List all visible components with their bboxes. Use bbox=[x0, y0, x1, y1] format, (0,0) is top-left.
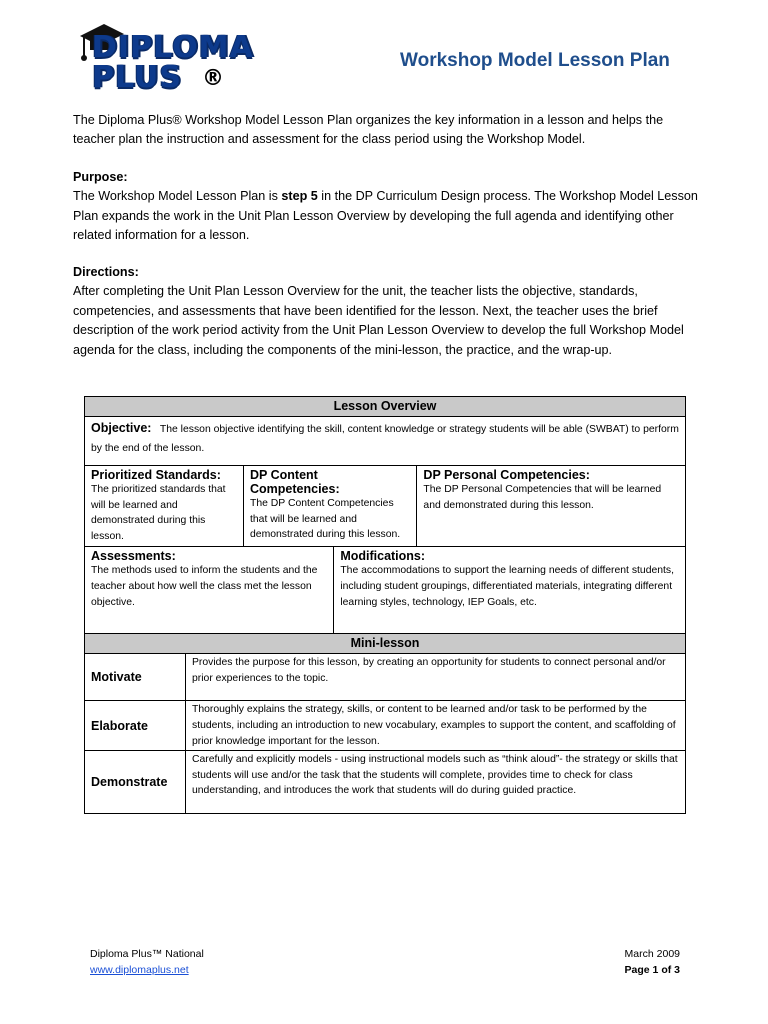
lesson-overview-band: Lesson Overview bbox=[85, 397, 686, 417]
document-title: Workshop Model Lesson Plan bbox=[400, 50, 670, 71]
purpose-text-before: The Workshop Model Lesson Plan is bbox=[73, 189, 282, 204]
objective-label: Objective: bbox=[91, 421, 152, 435]
diploma-plus-logo bbox=[78, 22, 288, 95]
motivate-label-cell bbox=[85, 654, 186, 701]
purpose-text bbox=[73, 187, 703, 245]
footer-left bbox=[90, 946, 204, 978]
content-competencies-text: The DP Content Competencies that will be learned and demonstrated during this lesson. bbox=[250, 498, 401, 541]
logo-text-diploma: DIPLOMA bbox=[92, 30, 254, 65]
modifications-label: Modifications: bbox=[340, 549, 426, 564]
elaborate-label-cell bbox=[85, 701, 186, 751]
standards-text: The prioritized standards that will be learned and demonstrated during this lesson. bbox=[91, 484, 226, 542]
motivate-text: Provides the purpose for this lesson, by creating an opportunity for students to connect personal and/or prior experiences to the topic. bbox=[186, 654, 686, 701]
intro-text: The Diploma Plus® Workshop Model Lesson Plan organizes the key information in a lesson and helps the teacher plan the instruction and assessment for the class period using the Workshop Model. bbox=[73, 113, 664, 147]
objective-cell bbox=[85, 417, 686, 466]
standards-cell bbox=[85, 466, 244, 547]
elaborate-text: Thoroughly explains the strategy, skills, or content to be learned and/or task to be performed by the students, including an introduction to new vocabulary, examples to support the content, and scaffolding of prior knowledge important for the lesson. bbox=[186, 701, 686, 751]
assessments-text: The methods used to inform the students and the teacher about how well the class met the lesson objective. bbox=[91, 565, 318, 608]
directions-heading: Directions: bbox=[73, 265, 139, 279]
footer-date: March 2009 bbox=[624, 948, 680, 960]
footer-website-link[interactable]: www.diplomaplus.net bbox=[90, 964, 189, 976]
purpose-heading: Purpose: bbox=[73, 170, 128, 184]
logo-registered-mark: ® bbox=[202, 66, 224, 91]
purpose-section bbox=[73, 168, 703, 246]
demonstrate-label: Demonstrate bbox=[91, 775, 168, 790]
content-competencies-cell bbox=[244, 466, 417, 547]
assessments-cell bbox=[85, 547, 334, 634]
lesson-plan-table bbox=[84, 396, 686, 814]
logo-text-plus: PLUS bbox=[92, 60, 183, 95]
content-competencies-label: DP Content Competencies: bbox=[250, 468, 340, 496]
objective-text: The lesson objective identifying the skill, content knowledge or strategy students will be able (SWBAT) to perform by the end of the lesson. bbox=[91, 424, 679, 454]
demonstrate-text: Carefully and explicitly models - using instructional models such as “think aloud”- the strategy or skills that students will use and/or the task that the students will complete, provides time to check for class understanding, and introduces the work that students will do during guided practice. bbox=[186, 751, 686, 814]
elaborate-label: Elaborate bbox=[91, 718, 148, 733]
standards-label: Prioritized Standards: bbox=[91, 468, 221, 482]
directions-section bbox=[73, 263, 703, 360]
modifications-text: The accommodations to support the learning needs of different students, including student groupings, differentiated materials, integrating different learning styles, technology, IEP Goals, etc. bbox=[340, 565, 674, 608]
demonstrate-label-cell bbox=[85, 751, 186, 814]
purpose-step: step 5 bbox=[281, 189, 318, 204]
footer-org: Diploma Plus™ National bbox=[90, 948, 204, 960]
intro-paragraph bbox=[73, 111, 703, 150]
purpose-text-after: in the DP Curriculum Design process. The Workshop Model Lesson Plan expands the work in the Unit Plan Lesson Overview by developing the full agenda and identifying other related information for a lesson. bbox=[73, 189, 698, 243]
modifications-cell bbox=[334, 547, 686, 634]
assessments-label: Assessments: bbox=[91, 549, 176, 564]
footer-right bbox=[610, 946, 680, 978]
footer-page-number: Page 1 of 3 bbox=[624, 964, 680, 976]
personal-competencies-cell bbox=[417, 466, 686, 547]
personal-competencies-label: DP Personal Competencies: bbox=[423, 468, 590, 482]
motivate-label: Motivate bbox=[91, 670, 142, 685]
personal-competencies-text: The DP Personal Competencies that will be learned and demonstrated during this lesson. bbox=[423, 484, 662, 511]
directions-text: After completing the Unit Plan Lesson Overview for the unit, the teacher lists the objective, standards, competencies, and assessments that have been identified for the lesson. Next, the teacher uses the brief description of the work period activity from the Unit Plan Lesson Overview to develop the full Workshop Model agenda for the class, including the components of the mini-lesson, the practice, and the wrap-up. bbox=[73, 284, 684, 357]
mini-lesson-band: Mini-lesson bbox=[85, 634, 686, 654]
